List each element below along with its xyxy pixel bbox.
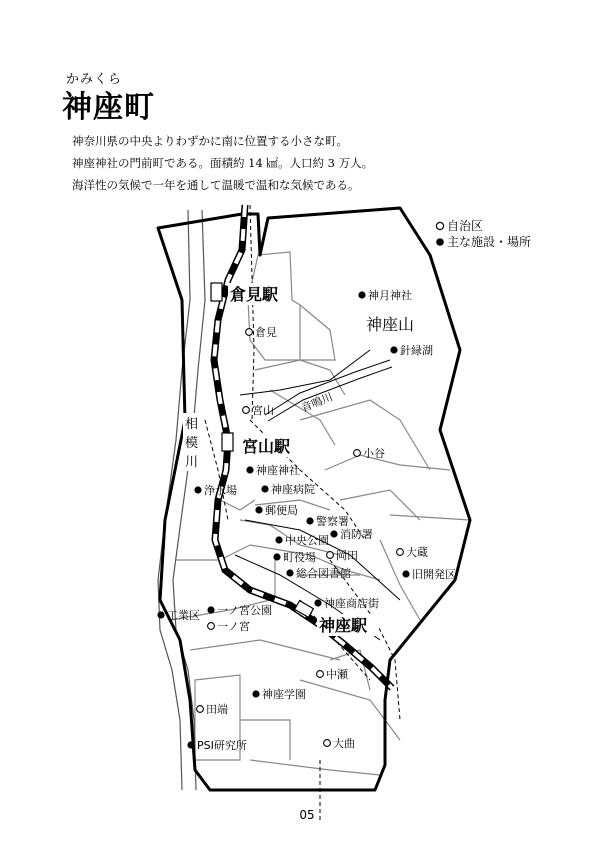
district-okura: 大蔵: [406, 546, 428, 559]
facility-kamitsuki: 神月神社: [368, 289, 412, 302]
river-label-2: 模: [185, 436, 199, 451]
page-number: 05: [299, 808, 315, 822]
facility-harikuro: 針緑湖: [400, 344, 433, 357]
facility-kougyou: 工業区: [167, 609, 200, 622]
facility-park: 中央公園: [285, 534, 329, 547]
river-label-3: 川: [185, 455, 199, 470]
kurami-platform: [211, 283, 222, 301]
facility-post: 郵便局: [265, 504, 298, 517]
mountain-label: 神座山: [366, 315, 415, 334]
title-ruby: かみくら: [66, 72, 123, 87]
legend-district-label: 自治区: [447, 219, 484, 233]
district-miyayama: 宮山: [252, 404, 274, 417]
district-koya: 小谷: [363, 447, 385, 460]
facility-townhall: 町役場: [283, 551, 316, 564]
legend: [436, 219, 531, 249]
district-omagari: 大曲: [333, 737, 355, 750]
legend-facility-label: 主な施設・場所: [447, 235, 532, 249]
facility-shrine: 神座神社: [256, 464, 300, 477]
description-line-2: 神座神社の門前町である。面積約 14 ㎢。人口約 3 万人。: [72, 156, 374, 170]
facility-hospital: 神座病院: [271, 483, 315, 496]
district-nakase: 中瀬: [326, 668, 348, 681]
district-kurami: 倉見: [255, 326, 277, 339]
facility-ichinomiya-park: 一ノ宮公園: [217, 604, 272, 617]
station-kurami: 倉見駅: [230, 285, 279, 304]
district-ichinomiya: 一ノ宮: [217, 620, 250, 633]
facility-kyukaihatsu: 旧開発区: [412, 568, 456, 581]
station-miyayama: 宮山駅: [242, 437, 291, 456]
legend-filled-circle-icon: [436, 238, 444, 246]
facility-gakuen: 神座学園: [262, 688, 306, 701]
facility-psi: PSI研究所: [197, 739, 247, 752]
facility-shoutengai: 神座商店街: [324, 597, 379, 610]
facility-fire: 消防署: [340, 528, 373, 541]
description-line-3: 海洋性の気候で一年を通して温暖で温和な気候である。: [72, 178, 360, 192]
description-line-1: 神奈川県の中央よりわずかに南に位置する小さな町。: [72, 134, 348, 148]
miyayama-platform: [222, 433, 233, 451]
station-kamikura: 神座駅: [319, 616, 368, 635]
river-label-1: 相: [185, 417, 199, 432]
small-river-label: 音鳴川: [299, 390, 335, 415]
district-okada: 岡田: [336, 549, 358, 562]
facility-library: 総合図書館: [296, 567, 351, 580]
district-tabata: 田端: [206, 703, 228, 716]
legend-open-circle-icon: [436, 222, 443, 229]
facility-jousui: 浄水場: [204, 484, 237, 497]
facility-police: 警察署: [316, 515, 349, 528]
page-title: 神座町: [62, 90, 155, 125]
